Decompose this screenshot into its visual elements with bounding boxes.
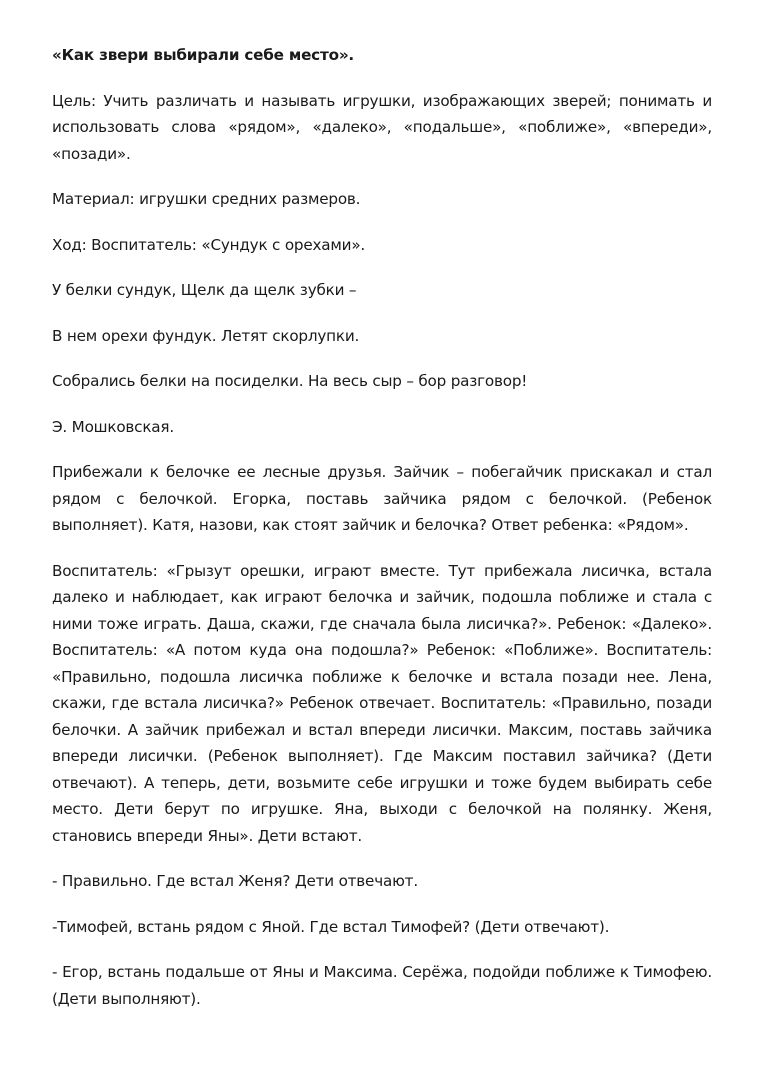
document-page: [52, 42, 712, 1031]
poem-author: Э. Мошковская.: [52, 417, 174, 436]
poem-line-2: В нем орехи фундук. Летят скорлупки.: [52, 326, 360, 345]
goal-paragraph: Цель: Учить различать и называть игрушки, изображающих зверей; понимать и использовать слова «рядом», «далеко», «подальше», «поближе», «впереди», «позади».: [52, 91, 712, 163]
poem-line-1: У белки сундук, Щелк да щелк зубки –: [52, 281, 357, 299]
dialogue-line-2: -Тимофей, встань рядом с Яной. Где встал Тимофей? (Дети отвечают).: [52, 917, 610, 936]
dialogue-line-3: - Егор, встань подальше от Яны и Максима. Серёжа, подойди поближе к Тимофею. (Дети выполняют).: [52, 963, 712, 1008]
procedure-paragraph: Ход: Воспитатель: «Сундук с орехами».: [52, 235, 366, 254]
story-paragraph-2: Воспитатель: «Грызут орешки, играют вместе. Тут прибежала лисичка, встала далеко и наблюдает, как играют белочка и зайчик, подошла поближе и стала с ними тоже играть. Даша, скажи, где сначала была лисичка?». Ребенок: «Далеко». Воспитатель: «А потом куда она подошла?» Ребенок: «Поближе». Воспитатель: «Правильно, подошла лисичка поближе к белочке и встала позади нее. Лена, скажи, где встала лисичка?» Ребенок отвечает. Воспитатель: «Правильно, позади белочки. А зайчик прибежал и встал впереди лисички. Максим, поставь зайчика впереди лисички. (Ребенок выполняет). Где Максим поставил зайчика? (Дети отвечают). А теперь, дети, возьмите себе игрушки и тоже будем выбирать себе место. Дети берут по игрушке. Яна, выходи с белочкой на полянку. Женя, становись впереди Яны». Дети встают.: [52, 561, 712, 845]
story-paragraph-1: Прибежали к белочке ее лесные друзья. Зайчик – побегайчик прискакал и стал рядом с белочкой. Егорка, поставь зайчика рядом с белочкой. (Ребенок выполняет). Катя, назови, как стоят зайчик и белочка? Ответ ребенка: «Рядом».: [52, 463, 712, 534]
poem-line-3: Собрались белки на посиделки. На весь сыр – бор разговор!: [52, 372, 528, 390]
dialogue-line-1: - Правильно. Где встал Женя? Дети отвечают.: [52, 872, 418, 890]
material-paragraph: Материал: игрушки средних размеров.: [52, 190, 361, 208]
document-title: «Как звери выбирали себе место».: [52, 46, 354, 64]
